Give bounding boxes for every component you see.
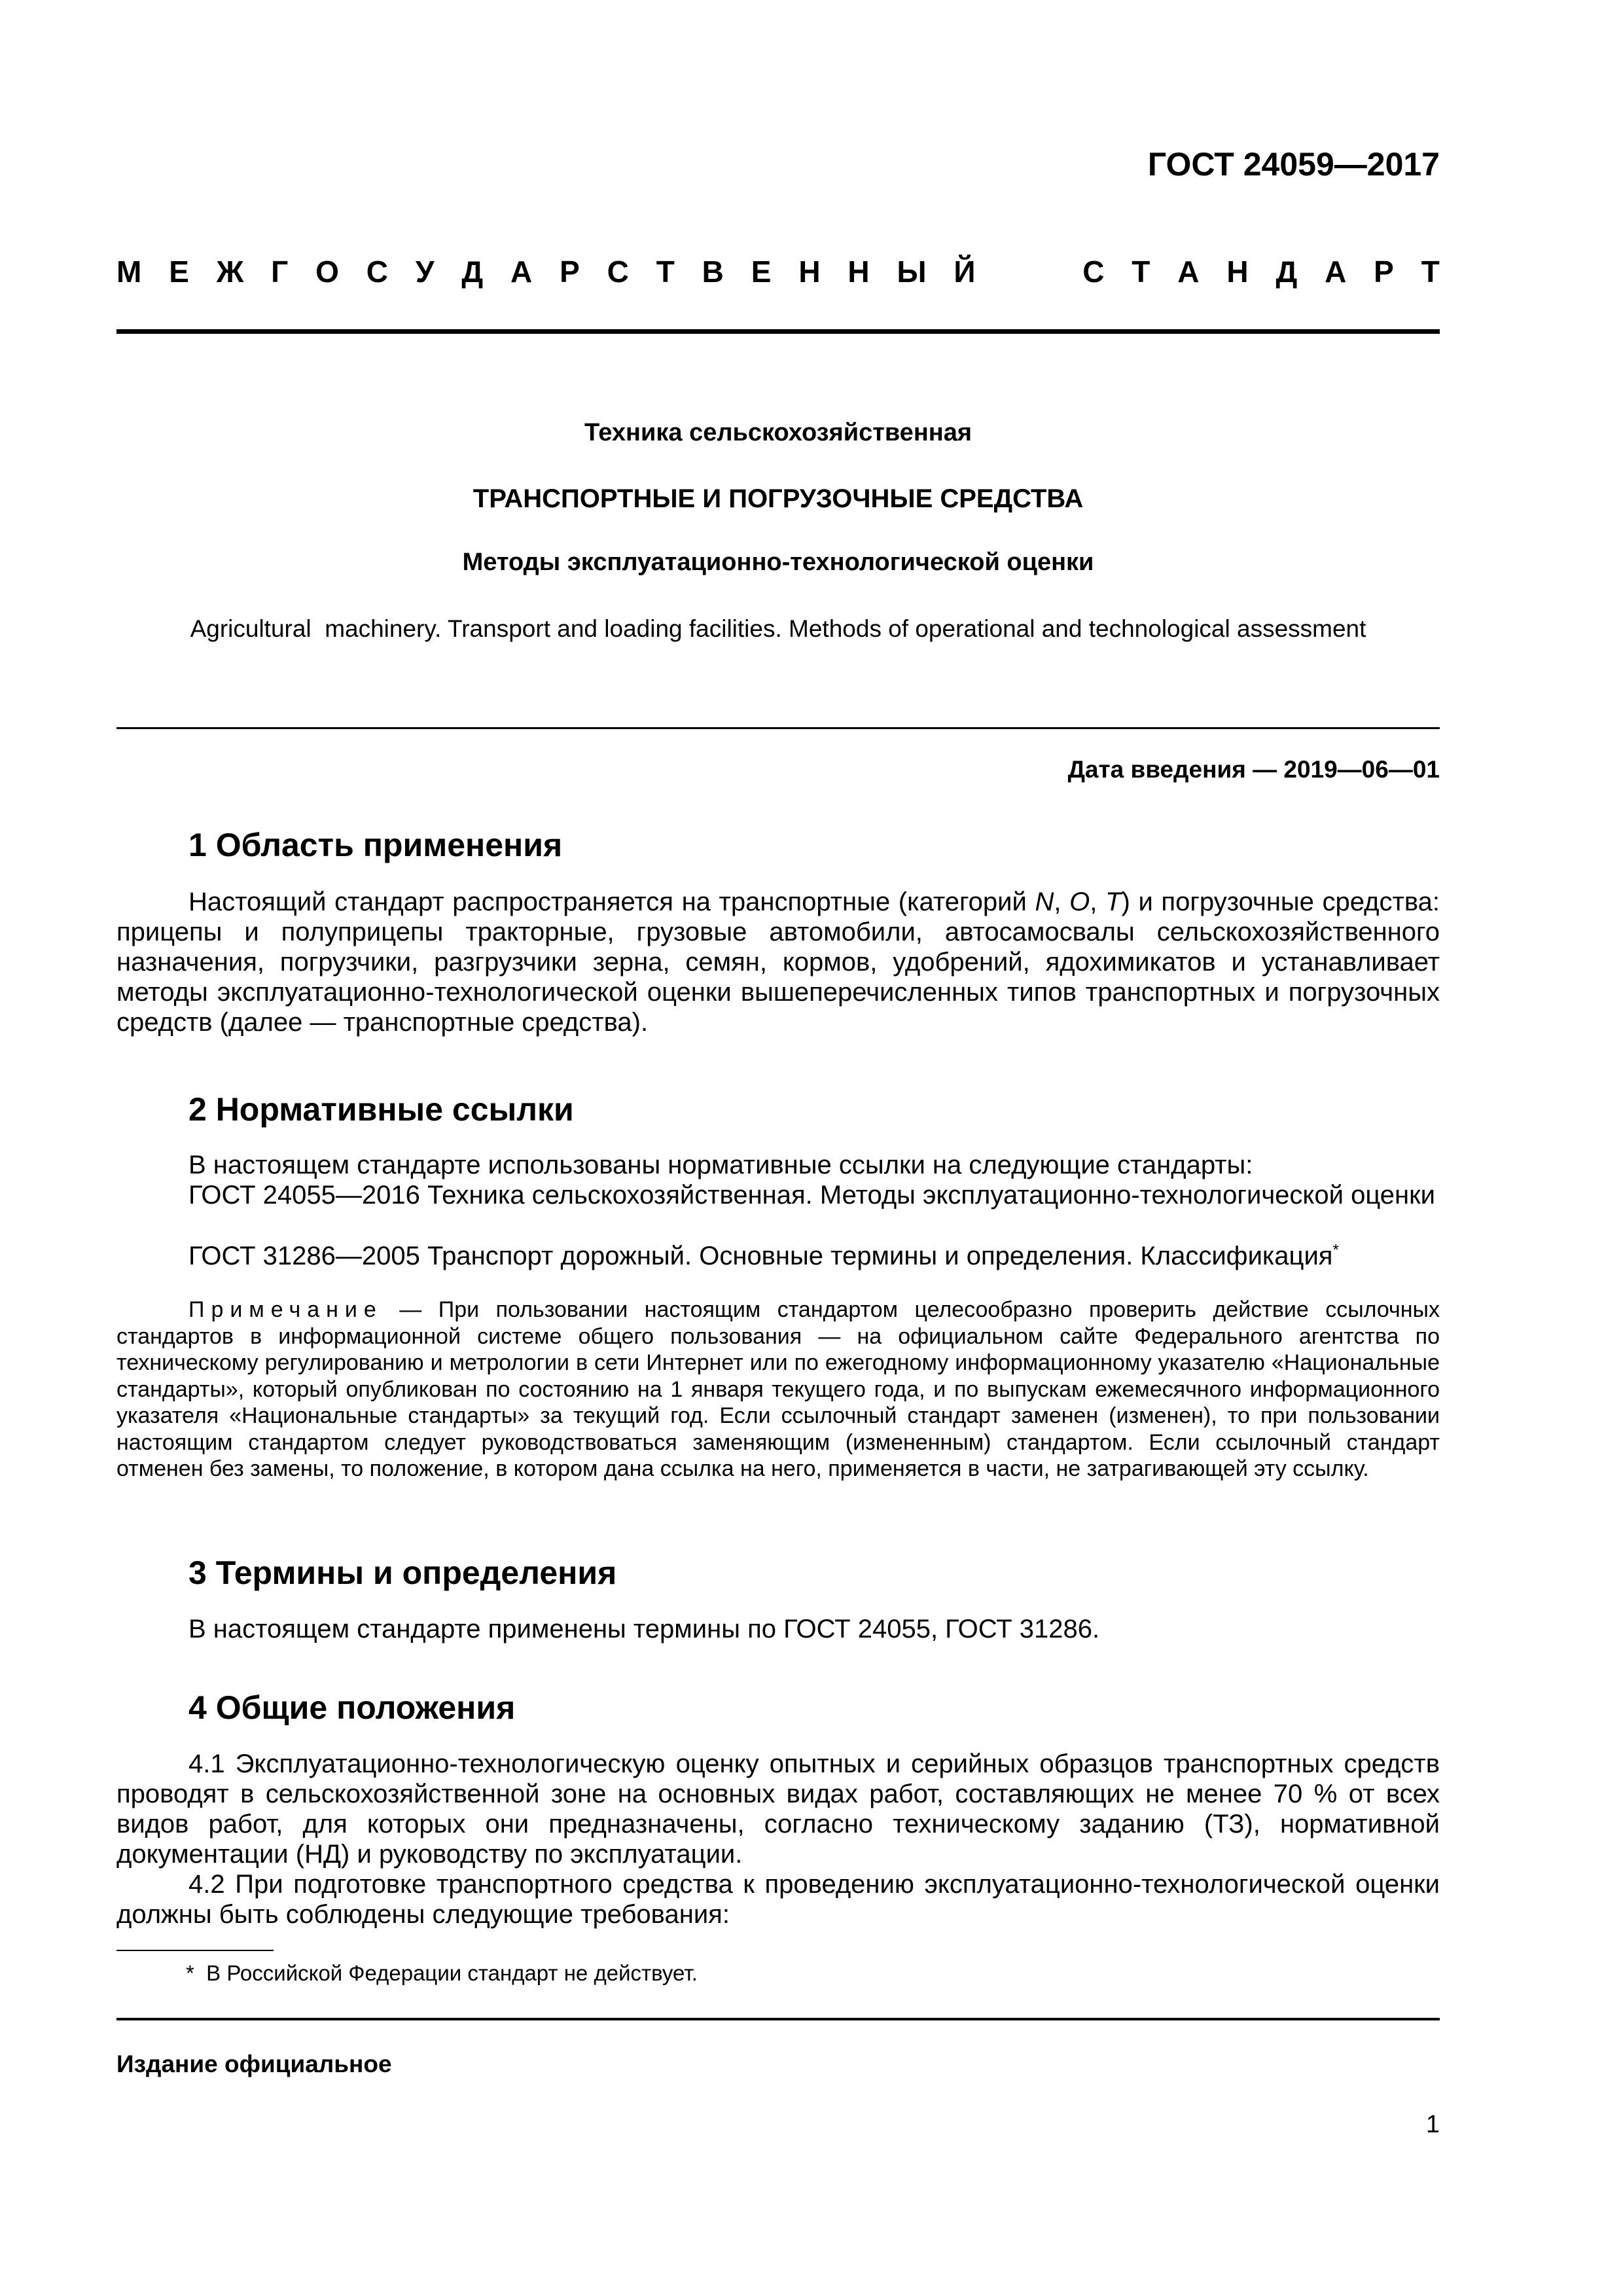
section-2-intro: В настоящем стандарте использованы нормативные ссылки на следующие стандарты: bbox=[188, 1151, 1253, 1179]
footnote-rule bbox=[116, 1950, 274, 1951]
banner-letter: С bbox=[366, 255, 388, 289]
banner-letter: Н bbox=[1226, 255, 1249, 289]
banner-letter: О bbox=[315, 255, 339, 289]
note-text: — При пользовании настоящим стандартом целесообразно проверить действие ссылочных стандартов в информационной системе общего пользования — на официальном сайте Федерального агентства по техническому регулированию и метрологии в сети Интернет или по ежегодному информационному указателю «Национальные стандарты», который опубликован по состоянию на 1 января текущего года, и по выпускам ежемесячного информационного указателя «Национальные стандарты» за текущий год. Если ссылочный стандарт заменен (изменен), то при пользовании настоящим стандартом следует руководствоваться заменяющим (измененным) стандартом. Если ссылочный стандарт отменен без замены, то положение, в котором дана ссылка на него, применяется в части, не затрагивающей эту ссылку. bbox=[116, 1297, 1440, 1481]
header-rule bbox=[116, 329, 1440, 334]
category-t: T bbox=[1105, 888, 1122, 916]
banner-letter: С bbox=[607, 255, 629, 289]
banner-letter: Н bbox=[847, 255, 870, 289]
title-line-3: Методы эксплуатационно-технологической оценки bbox=[462, 548, 1094, 576]
section-4-heading: 4 Общие положения bbox=[188, 1689, 516, 1726]
banner-letter: С bbox=[1082, 255, 1105, 289]
reference-gost-31286-text: ГОСТ 31286—2005 Транспорт дорожный. Основные термины и определения. Классификация bbox=[188, 1242, 1333, 1270]
page-number: 1 bbox=[1425, 2111, 1440, 2138]
banner-letter: Т bbox=[656, 255, 675, 289]
banner-letter: Т bbox=[1132, 255, 1150, 289]
section-1-heading: 1 Область применения bbox=[188, 827, 563, 863]
official-edition-label: Издание официальное bbox=[116, 2051, 392, 2077]
reference-gost-24055: ГОСТ 24055—2016 Техника сельскохозяйственная. Методы эксплуатационно-технологической оценки bbox=[188, 1181, 1435, 1210]
note-label: Примечание bbox=[188, 1297, 383, 1322]
banner-letter: Т bbox=[1421, 255, 1440, 289]
footnote: * В Российской Федерации стандарт не действует. bbox=[186, 1961, 698, 1985]
clause-4-2: 4.2 При подготовке транспортного средства к проведению эксплуатационно-технологической оценки должны быть соблюдены следующие требования: bbox=[116, 1870, 1440, 1929]
section-1-paragraph bbox=[116, 887, 1440, 1037]
banner-letter: А bbox=[1177, 255, 1200, 289]
title-line-2: ТРАНСПОРТНЫЕ И ПОГРУЗОЧНЫЕ СРЕДСТВА bbox=[473, 484, 1084, 513]
banner-letter: Й bbox=[954, 255, 976, 289]
introduction-date: Дата введения — 2019—06—01 bbox=[1067, 756, 1440, 783]
clause-4-1: 4.1 Эксплуатационно-технологическую оценку опытных и серийных образцов транспортных средств проводят в сельскохозяйственной зоне на основных видах работ, составляющих не менее 70 % от всех видов работ, для которых они предназначены, согласно техническому заданию (ТЗ), нормативной документации (НД) и руководству по эксплуатации. bbox=[116, 1749, 1440, 1869]
banner-letter: Е bbox=[169, 255, 189, 289]
banner-letter: Н bbox=[798, 255, 821, 289]
title-line-1: Техника сельскохозяйственная bbox=[584, 419, 972, 446]
banner-letter: М bbox=[116, 255, 142, 289]
banner-letter: Г bbox=[271, 255, 289, 289]
section-2-heading: 2 Нормативные ссылки bbox=[188, 1091, 574, 1128]
category-o: O bbox=[1069, 888, 1090, 916]
banner-letter: Р bbox=[560, 255, 580, 289]
banner-letter: Д bbox=[1275, 255, 1298, 289]
document-code: ГОСТ 24059—2017 bbox=[1147, 146, 1440, 183]
note-paragraph bbox=[116, 1297, 1440, 1482]
banner-letter: Ы bbox=[897, 255, 927, 289]
separator: , bbox=[1090, 888, 1106, 916]
section-1-text-b: ) и погрузочные средства: прицепы и полуприцепы тракторные, грузовые автомобили, автосамосвалы сельскохозяйственного назначения, погрузчики, разгрузчики зерна, семян, кормов, удобрений, ядохимикатов и устанавливает методы эксплуатационно-технологической оценки вышеперечисленных типов транспортных и погрузочных средств (далее — транспортные средства). bbox=[116, 888, 1440, 1037]
interstate-standard-banner bbox=[116, 254, 1440, 289]
separator: , bbox=[1054, 888, 1070, 916]
banner-word-gap bbox=[1003, 254, 1055, 289]
section-1-text-a: Настоящий стандарт распространяется на транспортные (категорий bbox=[188, 888, 1035, 916]
banner-letter: Д bbox=[461, 255, 484, 289]
banner-letter: Ж bbox=[216, 255, 244, 289]
section-3-text: В настоящем стандарте применены термины по ГОСТ 24055, ГОСТ 31286. bbox=[188, 1615, 1100, 1643]
banner-letter: У bbox=[415, 255, 435, 289]
reference-gost-31286 bbox=[116, 1241, 1440, 1271]
banner-letter: А bbox=[1325, 255, 1347, 289]
title-rule bbox=[116, 727, 1440, 729]
banner-letter: Р bbox=[1374, 255, 1394, 289]
title-english: Agricultural machinery. Transport and loading facilities. Methods of operational and technological assessment bbox=[190, 615, 1366, 642]
banner-letter: В bbox=[702, 255, 724, 289]
banner-letter: А bbox=[510, 255, 533, 289]
banner-letter: Е bbox=[751, 255, 772, 289]
section-3-heading: 3 Термины и определения bbox=[188, 1554, 617, 1591]
category-n: N bbox=[1035, 888, 1054, 916]
footer-rule bbox=[116, 2018, 1440, 2020]
footnote-marker: * bbox=[1332, 1241, 1339, 1259]
